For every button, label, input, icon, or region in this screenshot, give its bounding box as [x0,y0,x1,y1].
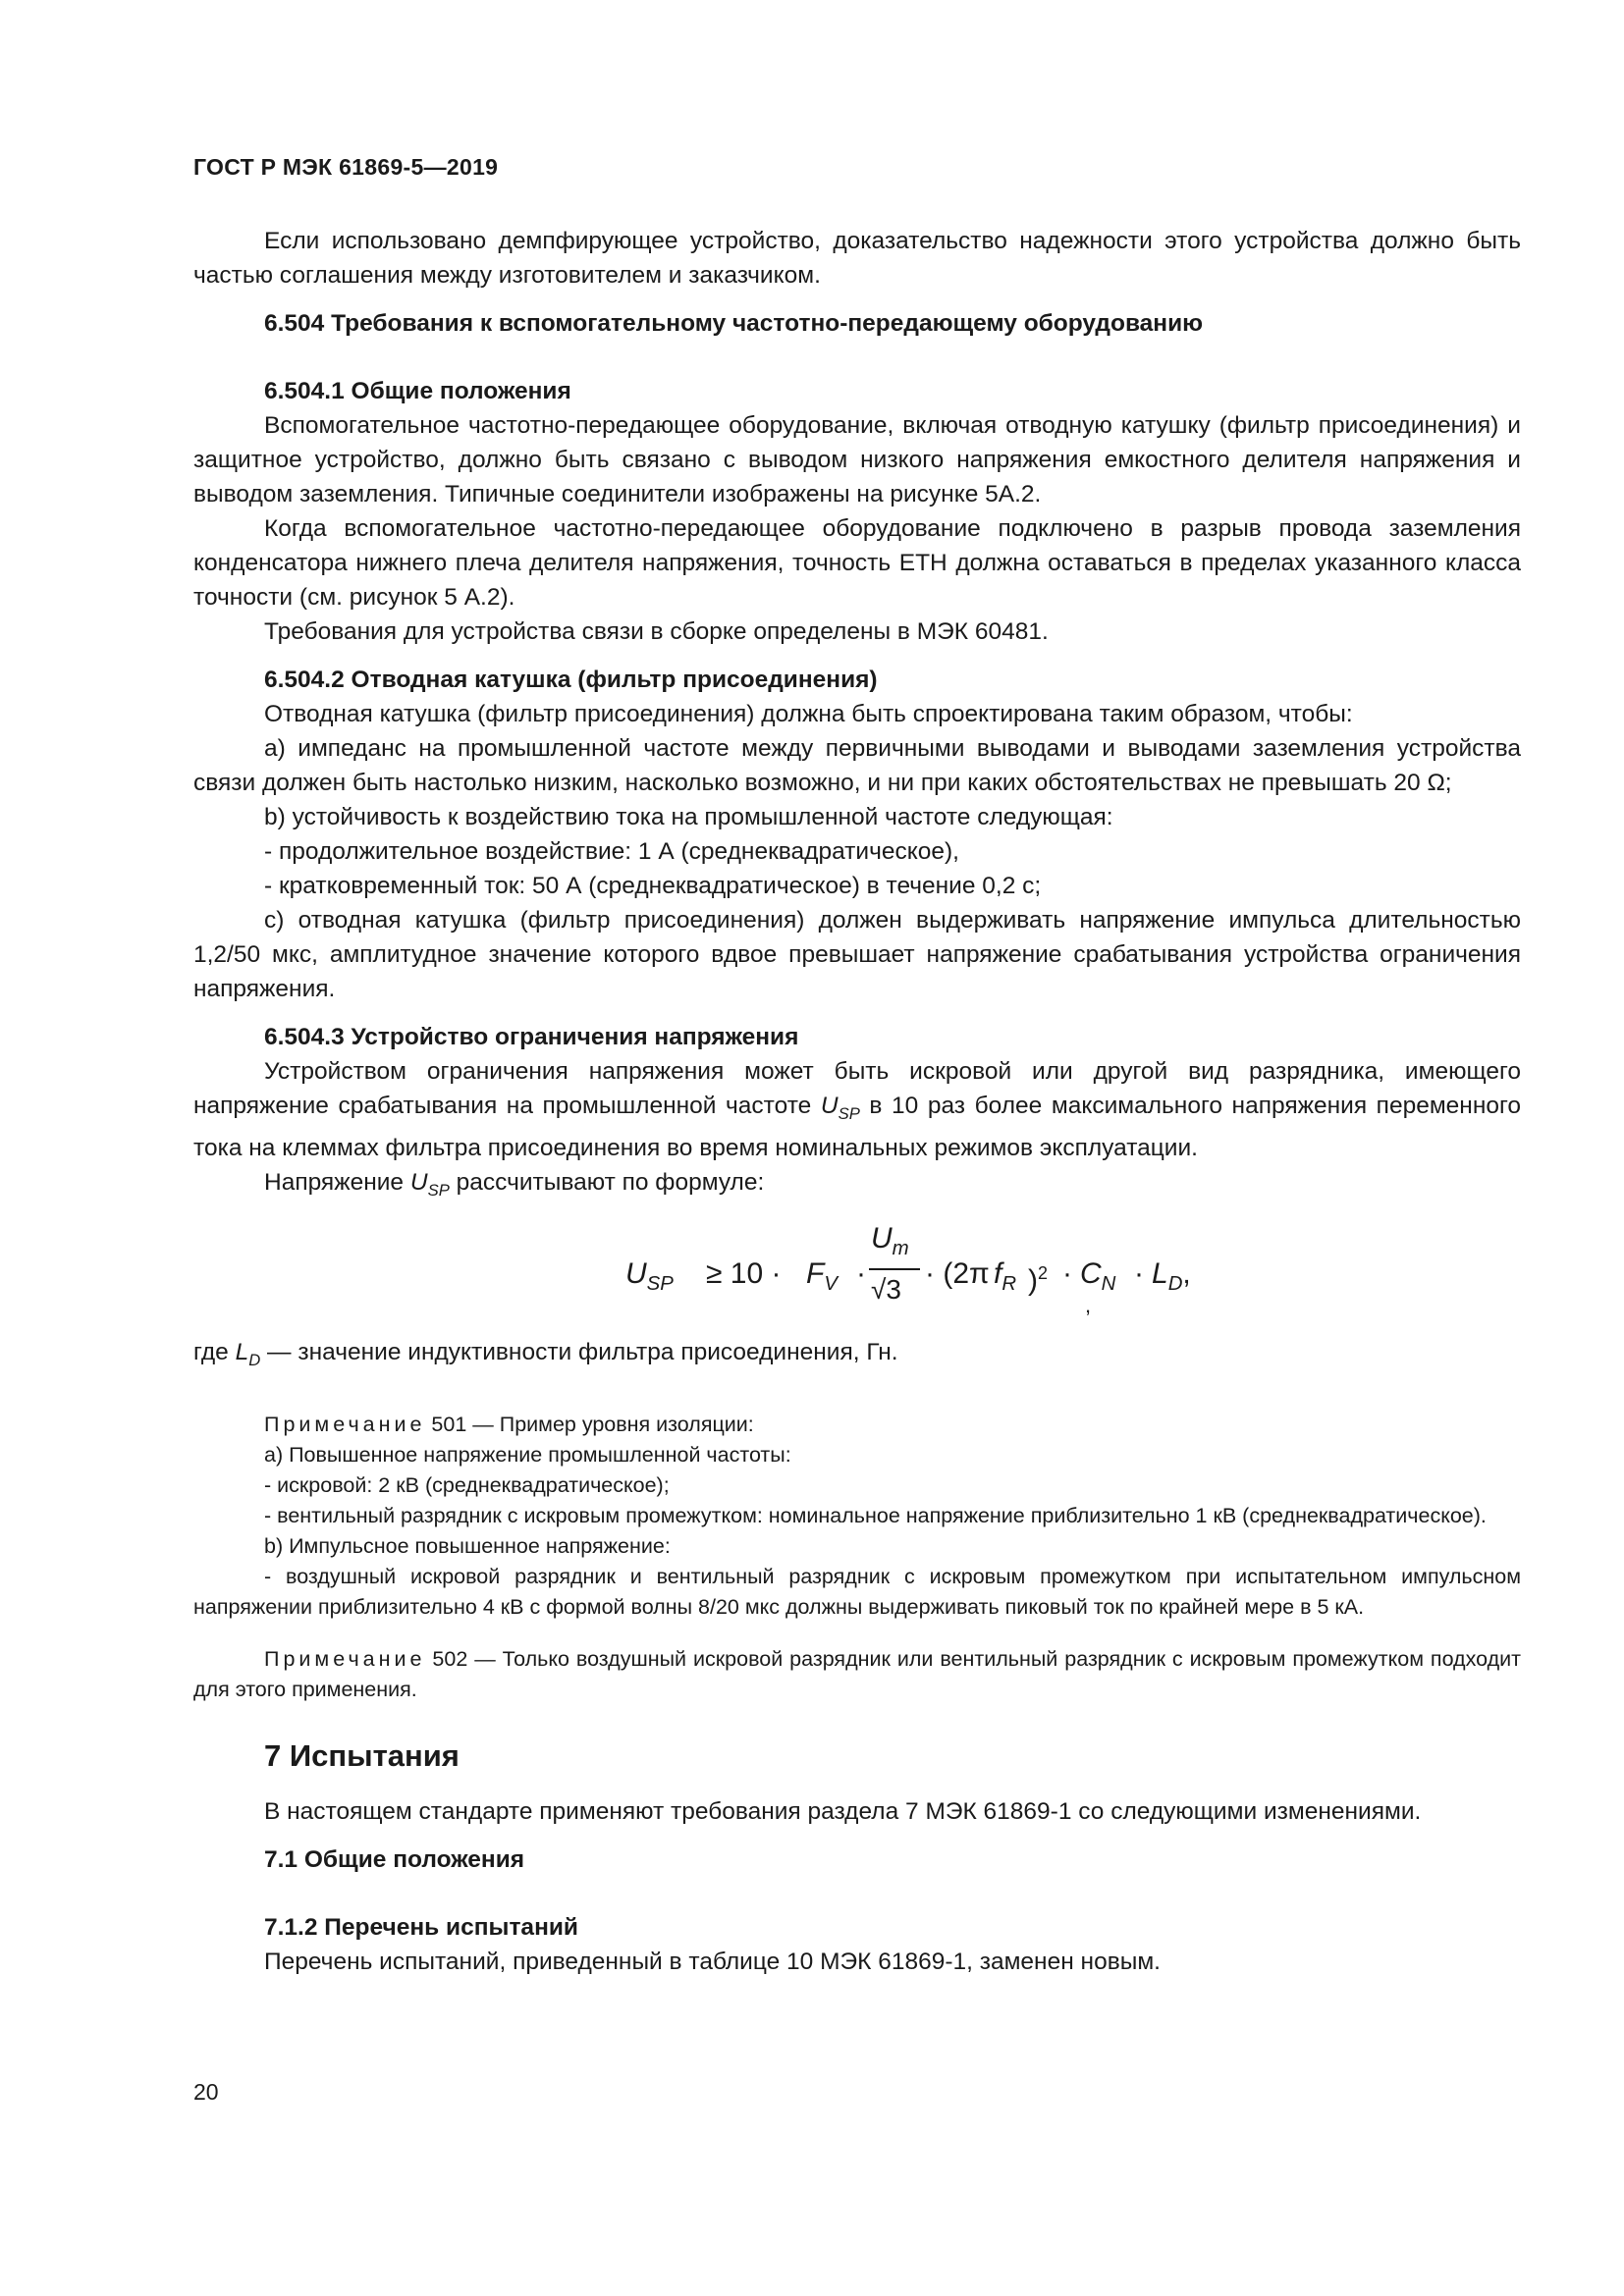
list-item-b: b) устойчивость к воздействию тока на промышленной частоте следующая: [264,804,1113,830]
formula-sub-m: m [892,1237,909,1259]
note-label: Примечание [264,1413,426,1437]
heading-6-504-2: 6.504.2 Отводная катушка (фильтр присоединения) [264,667,878,693]
heading-7-1-2: 7.1.2 Перечень испытаний [264,1914,578,1942]
formula-symbol-c: C [1080,1256,1102,1290]
symbol-sp-subscript: SP [427,1180,450,1200]
note-502 [193,1644,1521,1705]
formula-sub-v: V [824,1272,838,1295]
formula-sub-n: N [1101,1272,1116,1295]
list-item-c: c) отводная катушка (фильтр присоединения) должен выдерживать напряжение импульса длительностью 1,2/50 мкс, амплитудное значение которого вдвое превышает напряжение срабатывания устройства ограничения напряжения. [193,907,1521,1002]
formula-paren-open: · (2π [925,1256,990,1290]
formula-numerator [871,1221,909,1266]
formula-fr [994,1256,1016,1302]
paragraph-6-504-1-b: Когда вспомогательное частотно-передающее оборудование подключено в разрыв провода заземления конденсатора нижнего плеча делителя напряжения, точность ЕТН должна оставаться в пределах указанного класса точности (см. рисунок 5 А.2). [193,515,1521,611]
paragraph-where [193,1335,1521,1377]
paragraph-7-1-2: Перечень испытаний, приведенный в таблице 10 МЭК 61869-1, заменен новым. [264,1949,1161,1976]
formula-fv [806,1256,838,1302]
note-text: 502 — Только воздушный искровой разрядник или вентильный разрядник с искровым промежутком подходит для этого применения. [193,1647,1521,1702]
text-fragment: в 10 раз более максимального напряжения переменного тока на клеммах фильтра присоединения во время номинальных режимов эксплуатации. [193,1093,1521,1161]
section-7-intro: В настоящем стандарте применяют требования раздела 7 МЭК 61869-1 со следующими изменениями. [264,1798,1422,1826]
note-501-b: b) Импульсное повышенное напряжение: [264,1534,671,1559]
fraction-bar [869,1268,920,1270]
formula-sub-sp: SP [646,1272,674,1295]
formula-comma: , [1085,1292,1092,1317]
paragraph-6-504-3-a [193,1054,1521,1165]
page-number: 20 [193,2079,219,2105]
note-text: 501 — Пример уровня изоляции: [425,1413,754,1437]
paragraph-6-504-1-c: Требования для устройства связи в сборке определены в МЭК 60481. [264,618,1049,645]
section-7-title: 7 Испытания [264,1738,460,1774]
note-501-a1: - искровой: 2 кВ (среднеквадратическое); [264,1473,670,1498]
formula-sub-r: R [1001,1272,1017,1295]
formula-dot: · [1062,1256,1072,1290]
formula-square: 2 [1038,1262,1049,1283]
document-body [193,224,1521,1979]
symbol-sp-subscript: SP [838,1103,860,1123]
list-item-b2: - кратковременный ток: 50 А (среднеквадратическое) в течение 0,2 с; [264,873,1042,899]
note-501-b1: - воздушный искровой разрядник и вентильный разрядник с искровым промежутком при испытательном импульсном напряжении приблизительно 4 кВ с формой волны 8/20 мкс должны выдерживать пиковый ток по крайней мере в 5 кА. [193,1565,1521,1620]
heading-6-504: 6.504 Требования к вспомогательному частотно-передающему оборудованию [264,310,1204,337]
text-fragment: — значение индуктивности фильтра присоединения, Гн. [260,1338,898,1365]
formula-relation: ≥ 10 · [706,1256,782,1290]
formula-symbol-um: U [871,1221,893,1255]
paragraph-6-504-3-b [193,1165,1521,1207]
note-501 [193,1410,1521,1623]
heading-6-504-1: 6.504.1 Общие положения [264,378,571,404]
formula-dot: · [1134,1256,1144,1290]
list-item-a: a) импеданс на промышленной частоте между первичными выводами и выводами заземления устройства связи должен быть настолько низким, насколько возможно, и ни при каких обстоятельствах не превышать 20 Ω; [193,735,1521,796]
symbol-u: U [820,1093,839,1119]
symbol-d-subscript: D [248,1350,261,1369]
text-fragment: где [193,1338,236,1365]
text-fragment: Напряжение [264,1168,410,1196]
heading-7-1: 7.1 Общие положения [264,1846,525,1874]
formula-close: ) [1028,1263,1038,1297]
note-label: Примечание [264,1647,426,1672]
formula-symbol-f-lower: f [994,1256,1002,1290]
formula-paren-close [1028,1256,1048,1298]
paragraph-6-504-1-a: Вспомогательное частотно-передающее оборудование, включая отводную катушку (фильтр присоединения) и защитное устройство, должно быть связано с выводом низкого напряжения емкостного делителя напряжения и выводом заземления. Типичные соединители изображены на рисунке 5А.2. [193,412,1521,507]
formula-denominator: √3 [871,1273,901,1305]
formula-sub-d: D [1167,1272,1183,1295]
list-item-b1: - продолжительное воздействие: 1 А (среднеквадратическое), [264,838,959,865]
formula-trailing-comma: , [1182,1256,1191,1290]
note-502-text [193,1644,1521,1705]
heading-6-504-3: 6.504.3 Устройство ограничения напряжения [264,1024,799,1050]
text-fragment: Устройством ограничения напряжения может быть искровой или другой вид разрядника, имеющего напряжение срабатывания на промышленной частоте [193,1058,1521,1119]
symbol-l: L [235,1338,249,1365]
formula-ld [1152,1256,1191,1302]
formula-symbol-u: U [625,1256,647,1290]
formula-dot: · [856,1256,866,1290]
document-header: ГОСТ Р МЭК 61869-5—2019 [193,154,499,180]
paragraph-damping: Если использовано демпфирующее устройство, доказательство надежности этого устройства должно быть частью соглашения между изготовителем и заказчиком. [193,228,1521,289]
formula-lhs [625,1256,674,1302]
note-501-title [193,1410,1521,1440]
text-fragment: рассчитывают по формуле: [449,1168,765,1196]
formula-usp [193,1217,1521,1335]
formula-symbol-f: F [806,1256,825,1290]
note-501-a2: - вентильный разрядник с искровым промежутком: номинальное напряжение приблизительно 1 кВ (среднеквадратическое). [264,1504,1487,1528]
symbol-u: U [409,1168,428,1196]
paragraph-6-504-2-intro: Отводная катушка (фильтр присоединения) должна быть спроектирована таким образом, чтобы: [264,701,1353,727]
formula-symbol-l: L [1152,1256,1168,1290]
note-501-a: a) Повышенное напряжение промышленной частоты: [264,1443,791,1468]
